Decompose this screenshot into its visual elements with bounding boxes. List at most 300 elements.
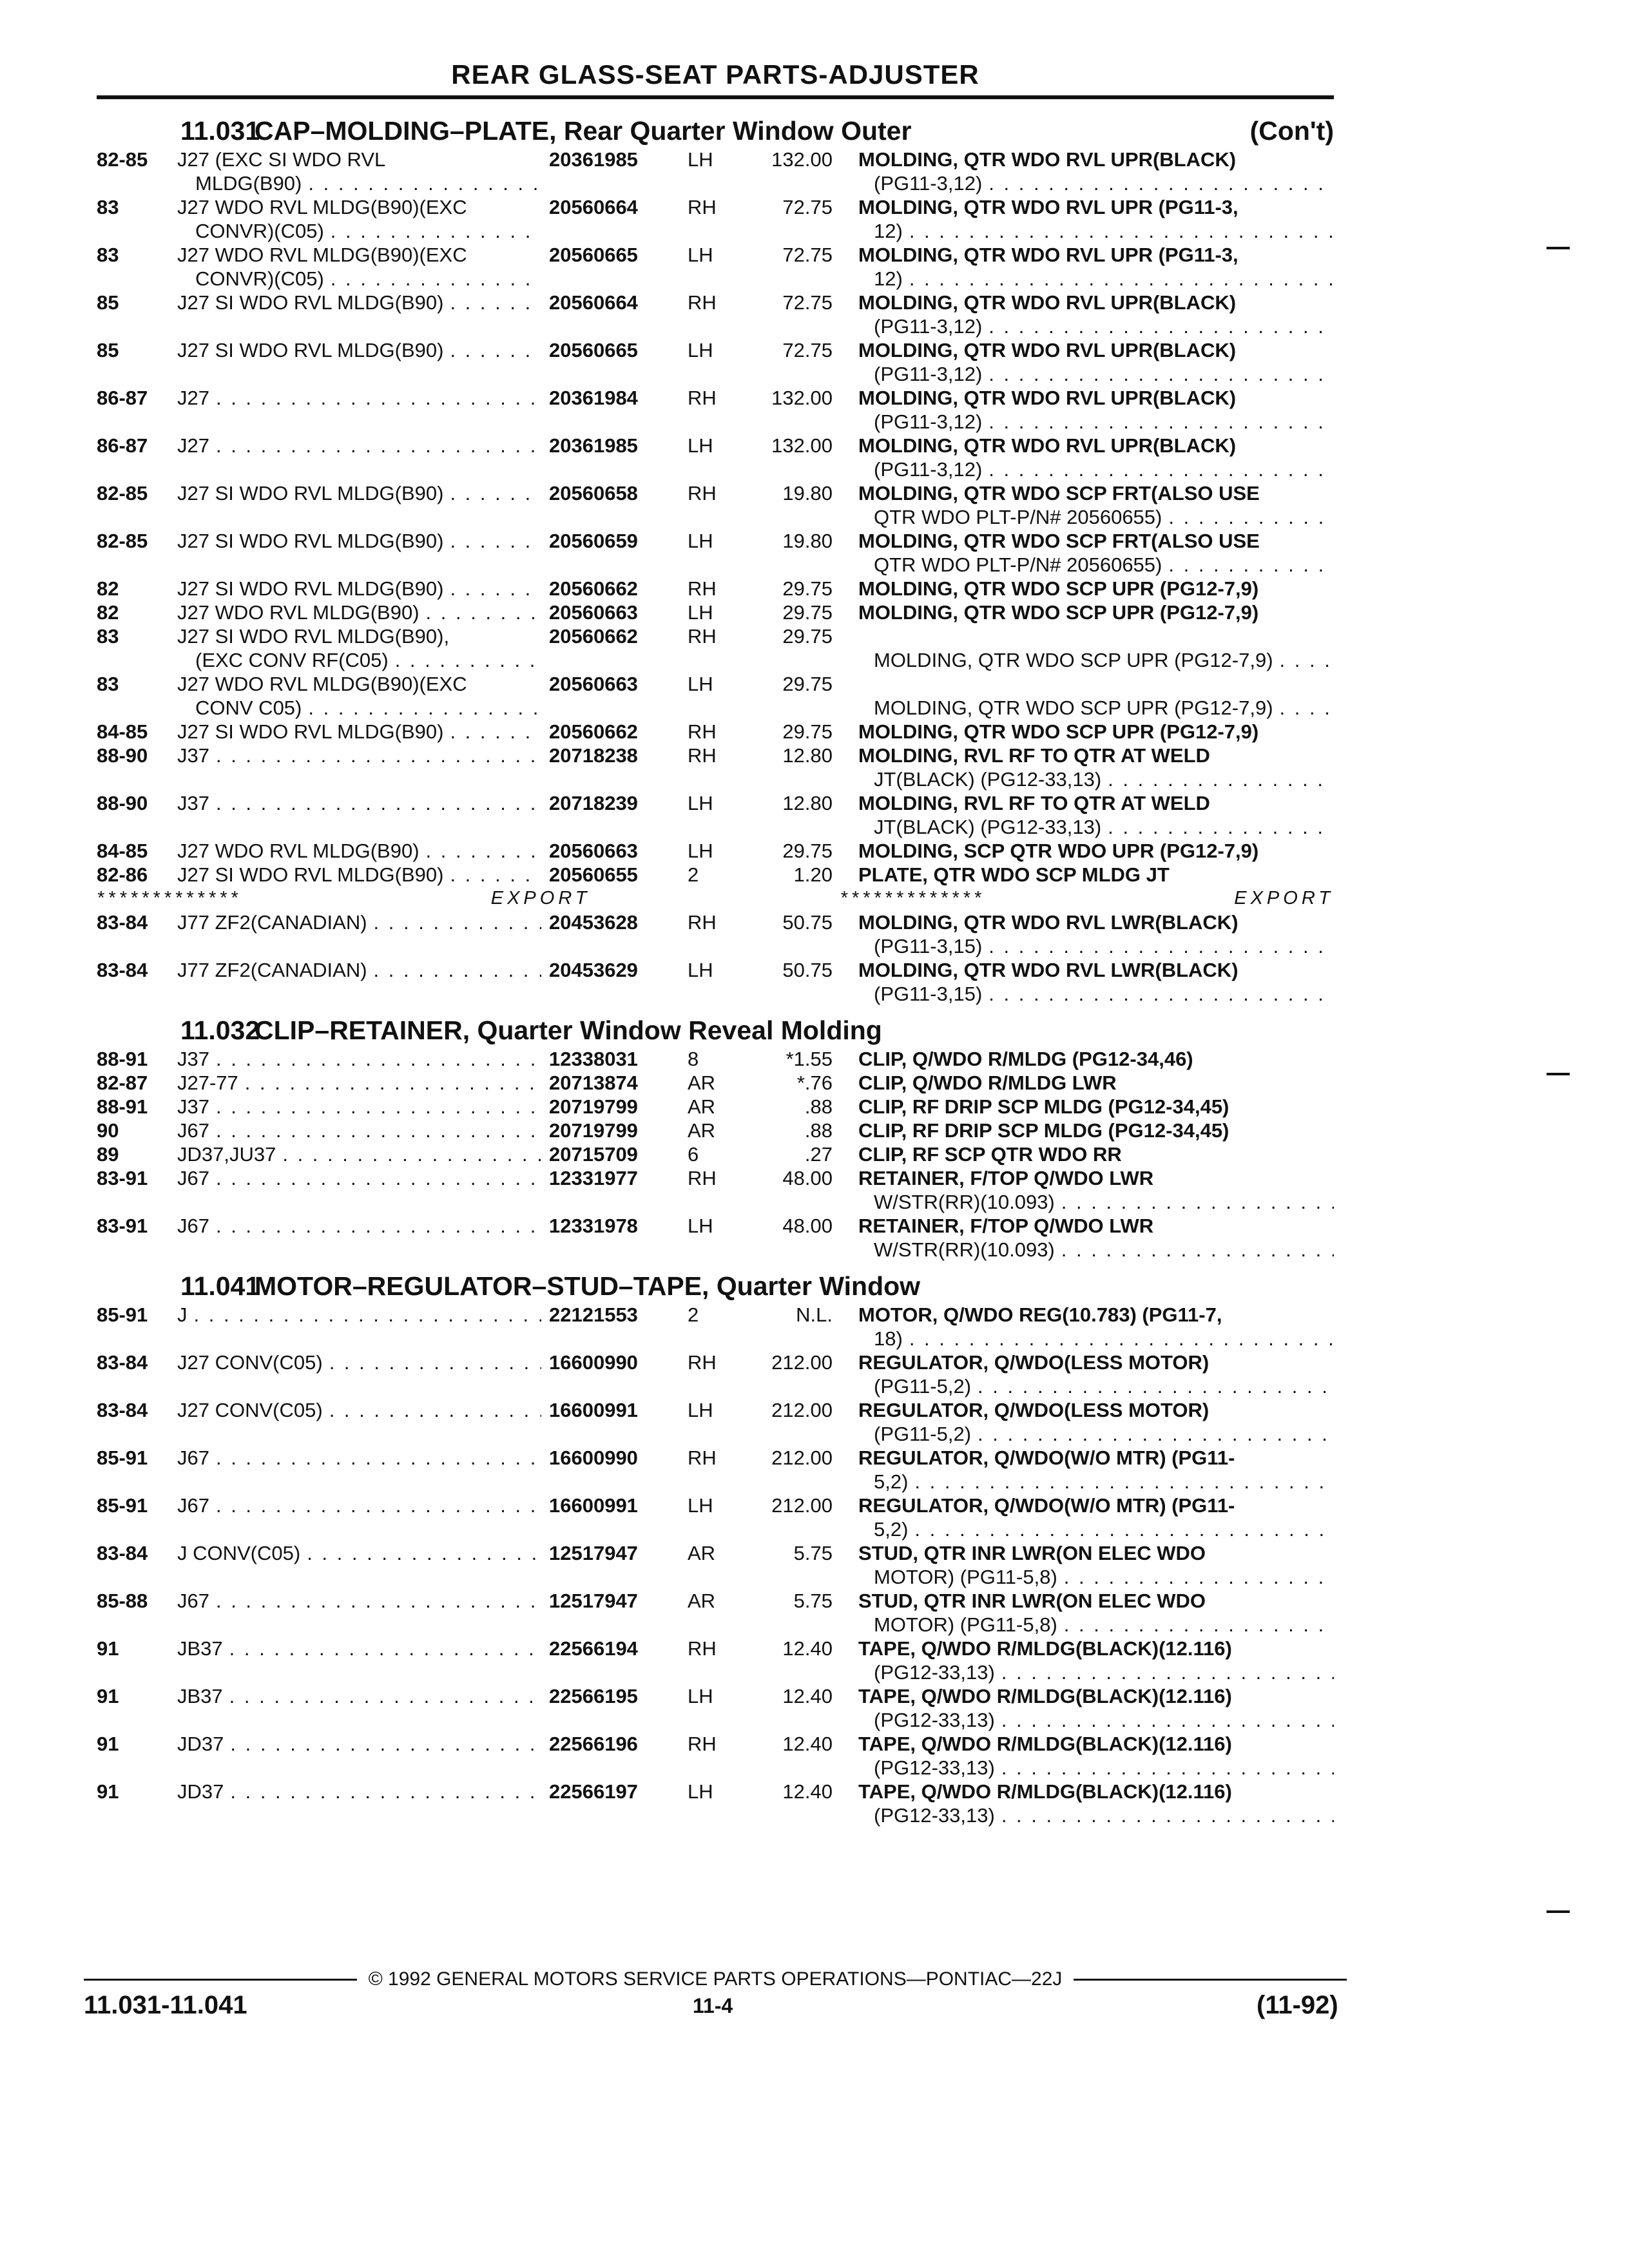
- table-row: [97, 601, 1334, 624]
- model-line: [177, 1494, 541, 1517]
- leader-dots: [307, 1541, 541, 1565]
- footer-copyright-line: [84, 1968, 1347, 1990]
- part-description: [858, 1350, 1334, 1398]
- leader-dots: [395, 648, 541, 672]
- description-line: MOLDING, QTR WDO SCP FRT(ALSO USE: [858, 482, 1260, 505]
- quantity: RH: [688, 577, 717, 600]
- leader-dots: [216, 791, 541, 815]
- quantity: RH: [688, 482, 717, 505]
- model-line: [177, 648, 541, 672]
- table-row: [97, 243, 1334, 291]
- section-title: MOTOR–REGULATOR–STUD–TAPE, Quarter Window: [255, 1271, 921, 1301]
- description-continuation: [858, 1470, 1334, 1494]
- price: 72.75: [782, 196, 833, 218]
- part-number: 16600991: [549, 1399, 638, 1421]
- description-text: MOTOR) (PG11-5,8): [874, 1613, 1057, 1636]
- leader-dots: [230, 1780, 541, 1803]
- quantity: AR: [688, 1590, 716, 1612]
- table-row: [97, 1780, 1334, 1827]
- model-description: [177, 744, 541, 767]
- part-description: [858, 434, 1334, 481]
- part-number: 20715709: [549, 1143, 638, 1166]
- part-description: [858, 1095, 1334, 1119]
- model-description: [177, 1119, 541, 1142]
- model-text: J37: [177, 792, 209, 814]
- part-description: [858, 243, 1334, 291]
- model-description: [177, 1350, 541, 1374]
- part-description: [858, 1303, 1334, 1350]
- leader-dots: [1064, 1565, 1334, 1589]
- model-text: J67: [177, 1215, 209, 1237]
- part-description: [858, 148, 1334, 195]
- model-year: 82-85: [97, 530, 148, 552]
- price: 29.75: [782, 577, 833, 600]
- quantity: RH: [688, 387, 717, 409]
- leader-dots: [216, 1589, 541, 1613]
- model-year: 82-85: [97, 148, 148, 171]
- model-text: JD37: [177, 1733, 224, 1755]
- part-description: [858, 1732, 1334, 1780]
- model-text: J27 WDO RVL MLDG(B90): [177, 840, 419, 862]
- section-continued: (Con't): [1249, 116, 1334, 146]
- price: 12.40: [782, 1733, 833, 1755]
- quantity: LH: [688, 673, 713, 695]
- table-row: [97, 744, 1334, 791]
- quantity: LH: [688, 434, 713, 457]
- description-continuation: [858, 1660, 1334, 1684]
- part-description: [858, 1541, 1334, 1589]
- table-row: [97, 839, 1334, 863]
- price: 72.75: [782, 339, 833, 361]
- quantity: LH: [688, 792, 713, 814]
- export-label: EXPORT: [1234, 888, 1334, 908]
- part-description: [858, 624, 1334, 672]
- model-line: [177, 1119, 541, 1142]
- part-number: 22566197: [549, 1780, 638, 1803]
- price: .88: [804, 1119, 833, 1142]
- part-description: [858, 481, 1334, 529]
- model-line: [177, 1166, 541, 1190]
- description-continuation: [858, 982, 1334, 1006]
- leader-dots: [216, 386, 541, 410]
- part-description: [858, 1119, 1334, 1142]
- part-description: [858, 672, 1334, 720]
- model-year: 85: [97, 291, 119, 314]
- table-row: [97, 791, 1334, 839]
- table-row: [97, 1494, 1334, 1541]
- leader-dots: [988, 171, 1334, 195]
- description-text: JT(BLACK) (PG12-33,13): [874, 816, 1102, 838]
- table-row: [97, 386, 1334, 434]
- model-year: 83-84: [97, 1351, 148, 1374]
- part-number: 20560658: [549, 482, 638, 505]
- quantity: LH: [688, 1780, 713, 1803]
- leader-dots: [988, 362, 1334, 386]
- margin-tick: [1547, 1073, 1570, 1075]
- model-year: 85-91: [97, 1494, 148, 1517]
- leader-dots: [1280, 648, 1334, 672]
- price: 19.80: [782, 530, 833, 552]
- leader-dots: [308, 696, 541, 720]
- table-row: [97, 863, 1334, 887]
- table-row: [97, 1350, 1334, 1398]
- leader-dots: [216, 1119, 541, 1142]
- model-line: [177, 1589, 541, 1613]
- part-number: 20719799: [549, 1095, 638, 1118]
- model-line: [177, 1541, 541, 1565]
- part-number: 22566195: [549, 1685, 638, 1707]
- part-description: [858, 1494, 1334, 1541]
- model-line: [177, 839, 541, 863]
- quantity: LH: [688, 244, 713, 266]
- model-year: 83: [97, 196, 119, 218]
- model-description: [177, 291, 541, 314]
- description-text: (PG12-33,13): [874, 1804, 995, 1827]
- model-description: [177, 1780, 541, 1803]
- export-stars: *************: [840, 888, 985, 908]
- model-text: J37: [177, 1048, 209, 1070]
- part-number: 20560662: [549, 720, 638, 743]
- leader-dots: [282, 1142, 541, 1166]
- quantity: 2: [688, 863, 699, 886]
- part-number: 16600990: [549, 1351, 638, 1374]
- description-text: (PG12-33,13): [874, 1661, 995, 1684]
- footer-section-range: 11.031-11.041: [84, 1991, 247, 2019]
- leader-dots: [229, 1637, 541, 1660]
- description-line: MOLDING, QTR WDO RVL UPR(BLACK): [858, 339, 1237, 361]
- section-number: 11.031: [180, 116, 260, 146]
- leader-dots: [308, 171, 541, 195]
- table-row: [97, 1684, 1334, 1732]
- model-line: [177, 481, 541, 505]
- model-text: J77 ZF2(CANADIAN): [177, 959, 367, 981]
- model-line: [177, 958, 541, 982]
- model-text: J27 WDO RVL MLDG(B90)(EXC: [177, 673, 467, 695]
- leader-dots: [1108, 767, 1334, 791]
- table-row: [97, 1142, 1334, 1166]
- price: 50.75: [782, 959, 833, 981]
- description-line: TAPE, Q/WDO R/MLDG(BLACK)(12.116): [858, 1780, 1232, 1803]
- description-text: QTR WDO PLT-P/N# 20560655): [874, 506, 1162, 528]
- price: 132.00: [771, 148, 833, 171]
- model-line: [177, 529, 541, 553]
- description-line: TAPE, Q/WDO R/MLDG(BLACK)(12.116): [858, 1685, 1232, 1707]
- table-row: [97, 720, 1334, 744]
- model-year: 83: [97, 244, 119, 266]
- description-text: (PG11-3,12): [874, 458, 983, 481]
- model-description: [177, 1589, 541, 1613]
- leader-dots: [1280, 696, 1334, 720]
- leader-dots: [978, 1422, 1334, 1446]
- price: 12.40: [782, 1780, 833, 1803]
- model-year: 83-84: [97, 959, 148, 981]
- description-continuation: [858, 553, 1334, 577]
- model-year: 84-85: [97, 720, 148, 743]
- part-number: 20560662: [549, 625, 638, 648]
- description-continuation: [858, 362, 1334, 386]
- section-header: [97, 106, 1334, 148]
- part-description: [858, 1142, 1334, 1166]
- model-year: 83-84: [97, 1542, 148, 1564]
- model-text: CONV C05): [195, 697, 302, 719]
- quantity: LH: [688, 1494, 713, 1517]
- model-description: [177, 720, 541, 744]
- part-number: 20718238: [549, 744, 638, 767]
- model-description: [177, 1095, 541, 1119]
- leader-dots: [374, 958, 541, 982]
- footer-page-number: 11-4: [693, 1994, 733, 2017]
- leader-dots: [909, 267, 1334, 291]
- price: 5.75: [793, 1542, 833, 1564]
- footer-date: (11-92): [1257, 1991, 1338, 2019]
- description-line: MOLDING, QTR WDO RVL UPR(BLACK): [858, 434, 1237, 457]
- model-text: J37: [177, 744, 209, 767]
- model-year: 82: [97, 601, 119, 624]
- model-text: JD37,JU37: [177, 1143, 276, 1166]
- description-line: MOLDING, RVL RF TO QTR AT WELD: [858, 792, 1210, 814]
- model-description: [177, 195, 541, 243]
- table-row: [97, 529, 1334, 577]
- quantity: RH: [688, 196, 717, 218]
- part-description: [858, 1398, 1334, 1446]
- leader-dots: [1001, 1756, 1334, 1780]
- model-line: [177, 696, 541, 720]
- model-year: 83-84: [97, 1399, 148, 1421]
- part-description: [858, 1684, 1334, 1732]
- model-text: J27: [177, 387, 209, 409]
- part-description: [858, 720, 1334, 744]
- price: 48.00: [782, 1167, 833, 1189]
- part-description: [858, 1071, 1334, 1095]
- price: N.L.: [796, 1303, 833, 1326]
- model-year: 88-91: [97, 1048, 148, 1070]
- description-continuation: [858, 1327, 1334, 1350]
- description-continuation: [858, 1374, 1334, 1398]
- leader-dots: [988, 410, 1334, 434]
- model-line: [177, 791, 541, 815]
- description-continuation: [858, 648, 1334, 672]
- model-year: 90: [97, 1119, 119, 1142]
- leader-dots: [329, 1398, 541, 1422]
- model-description: [177, 577, 541, 601]
- table-row: [97, 1732, 1334, 1780]
- model-year: 91: [97, 1637, 119, 1660]
- model-description: [177, 434, 541, 457]
- model-line: [177, 1214, 541, 1238]
- price: 72.75: [782, 244, 833, 266]
- export-label: EXPORT: [490, 888, 591, 908]
- price: 29.75: [782, 720, 833, 743]
- price: .27: [804, 1143, 833, 1166]
- model-text: MLDG(B90): [195, 172, 302, 195]
- description-text: 5,2): [874, 1470, 909, 1493]
- leader-dots: [329, 1350, 541, 1374]
- leader-dots: [450, 338, 541, 362]
- model-text: J CONV(C05): [177, 1542, 301, 1564]
- description-line: [858, 672, 1334, 696]
- model-year: 91: [97, 1780, 119, 1803]
- model-text: J67: [177, 1446, 209, 1469]
- margin-tick: [1547, 247, 1570, 249]
- description-line: PLATE, QTR WDO SCP MLDG JT: [858, 863, 1170, 886]
- model-line: [177, 672, 541, 696]
- part-description: [858, 601, 1334, 624]
- description-line: MOLDING, QTR WDO RVL LWR(BLACK): [858, 959, 1239, 981]
- quantity: RH: [688, 1167, 717, 1189]
- description-continuation: [858, 1708, 1334, 1732]
- part-description: [858, 863, 1334, 887]
- model-description: [177, 1071, 541, 1095]
- model-line: [177, 243, 541, 267]
- part-number: 20718239: [549, 792, 638, 814]
- quantity: AR: [688, 1119, 716, 1142]
- description-line: MOLDING, QTR WDO RVL LWR(BLACK): [858, 911, 1239, 934]
- description-continuation: [858, 1517, 1334, 1541]
- quantity: LH: [688, 1685, 713, 1707]
- part-description: [858, 910, 1334, 958]
- model-description: [177, 1446, 541, 1470]
- model-text: J67: [177, 1119, 209, 1142]
- model-year: 82-86: [97, 863, 148, 886]
- model-text: J67: [177, 1494, 209, 1517]
- part-number: 20560665: [549, 339, 638, 361]
- model-description: [177, 910, 541, 934]
- leader-dots: [988, 457, 1334, 481]
- description-text: (PG12-33,13): [874, 1756, 995, 1779]
- description-text: W/STR(RR)(10.093): [874, 1238, 1055, 1261]
- table-row: [97, 1047, 1334, 1071]
- leader-dots: [988, 314, 1334, 338]
- description-text: (PG11-3,15): [874, 935, 983, 957]
- leader-dots: [216, 744, 541, 767]
- part-number: 20719799: [549, 1119, 638, 1142]
- quantity: LH: [688, 840, 713, 862]
- quantity: 6: [688, 1143, 699, 1166]
- price: 12.40: [782, 1637, 833, 1660]
- description-line: MOLDING, QTR WDO SCP UPR (PG12-7,9): [858, 720, 1259, 743]
- model-text: J27 SI WDO RVL MLDG(B90),: [177, 625, 450, 648]
- model-description: [177, 791, 541, 815]
- table-row: [97, 910, 1334, 958]
- table-row: [97, 1071, 1334, 1095]
- model-year: 82-87: [97, 1072, 148, 1094]
- price: .88: [804, 1095, 833, 1118]
- section-title: CLIP–RETAINER, Quarter Window Reveal Molding: [255, 1015, 882, 1045]
- model-text: J27 WDO RVL MLDG(B90): [177, 601, 419, 624]
- model-year: 85-91: [97, 1303, 148, 1326]
- model-description: [177, 624, 541, 672]
- description-line: CLIP, RF DRIP SCP MLDG (PG12-34,45): [858, 1095, 1229, 1118]
- leader-dots: [1001, 1660, 1334, 1684]
- model-line: [177, 434, 541, 457]
- description-continuation: [858, 934, 1334, 958]
- price: 212.00: [771, 1351, 833, 1374]
- model-line: [177, 1446, 541, 1470]
- description-continuation: [858, 1756, 1334, 1780]
- description-line: MOLDING, QTR WDO SCP UPR (PG12-7,9): [858, 601, 1259, 624]
- model-text: CONVR)(C05): [195, 267, 324, 290]
- description-line: REGULATOR, Q/WDO(LESS MOTOR): [858, 1399, 1210, 1421]
- price: 50.75: [782, 911, 833, 934]
- model-text: J27 CONV(C05): [177, 1399, 323, 1421]
- model-line: [177, 267, 541, 291]
- table-row: [97, 1214, 1334, 1262]
- description-line: RETAINER, F/TOP Q/WDO LWR: [858, 1167, 1154, 1189]
- description-line: MOLDING, QTR WDO RVL UPR (PG11-3,: [858, 244, 1239, 266]
- quantity: LH: [688, 339, 713, 361]
- leader-dots: [988, 934, 1334, 958]
- page-title: REAR GLASS-SEAT PARTS-ADJUSTER: [451, 59, 979, 90]
- quantity: AR: [688, 1072, 716, 1094]
- description-continuation: [858, 815, 1334, 839]
- description-line: CLIP, Q/WDO R/MLDG (PG12-34,46): [858, 1048, 1193, 1070]
- price: 132.00: [771, 434, 833, 457]
- quantity: LH: [688, 530, 713, 552]
- description-text: MOTOR) (PG11-5,8): [874, 1566, 1057, 1588]
- model-year: 83-91: [97, 1167, 148, 1189]
- price: *.76: [796, 1072, 833, 1094]
- description-line: MOTOR, Q/WDO REG(10.783) (PG11-7,: [858, 1303, 1222, 1326]
- model-line: [177, 1637, 541, 1660]
- part-description: [858, 577, 1334, 601]
- quantity: 2: [688, 1303, 699, 1326]
- price: 12.40: [782, 1685, 833, 1707]
- model-line: [177, 1732, 541, 1756]
- model-description: [177, 338, 541, 362]
- model-description: [177, 839, 541, 863]
- quantity: 8: [688, 1048, 699, 1070]
- leader-dots: [1001, 1708, 1334, 1732]
- description-line: MOLDING, QTR WDO RVL UPR(BLACK): [858, 291, 1237, 314]
- description-text: 5,2): [874, 1518, 909, 1541]
- model-text: JB37: [177, 1637, 223, 1660]
- quantity: AR: [688, 1095, 716, 1118]
- description-line: TAPE, Q/WDO R/MLDG(BLACK)(12.116): [858, 1733, 1232, 1755]
- model-line: [177, 1047, 541, 1071]
- leader-dots: [450, 529, 541, 553]
- model-text: J27 WDO RVL MLDG(B90)(EXC: [177, 196, 467, 218]
- description-line: CLIP, RF DRIP SCP MLDG (PG12-34,45): [858, 1119, 1229, 1142]
- part-number: 20560663: [549, 673, 638, 695]
- description-line: [858, 624, 1334, 648]
- model-description: [177, 1637, 541, 1660]
- part-number: 20560664: [549, 196, 638, 218]
- model-line: [177, 219, 541, 243]
- description-line: MOLDING, QTR WDO SCP FRT(ALSO USE: [858, 530, 1260, 552]
- model-year: 88-90: [97, 792, 148, 814]
- part-number: 20560659: [549, 530, 638, 552]
- part-number: 20560662: [549, 577, 638, 600]
- description-continuation: [858, 696, 1334, 720]
- part-number: 20560655: [549, 863, 638, 886]
- model-year: 83: [97, 673, 119, 695]
- quantity: LH: [688, 1399, 713, 1421]
- export-stars: *************: [97, 888, 242, 908]
- description-text: JT(BLACK) (PG12-33,13): [874, 768, 1102, 791]
- part-number: 22566196: [549, 1733, 638, 1755]
- model-year: 85-91: [97, 1446, 148, 1469]
- part-number: 20560663: [549, 601, 638, 624]
- model-line: [177, 1398, 541, 1422]
- part-number: 20453628: [549, 911, 638, 934]
- description-line: MOLDING, QTR WDO RVL UPR(BLACK): [858, 148, 1237, 171]
- leader-dots: [216, 1166, 541, 1190]
- model-text: J27 SI WDO RVL MLDG(B90): [177, 291, 444, 314]
- model-description: [177, 1142, 541, 1166]
- leader-dots: [216, 1214, 541, 1238]
- model-year: 91: [97, 1733, 119, 1755]
- model-description: [177, 1494, 541, 1517]
